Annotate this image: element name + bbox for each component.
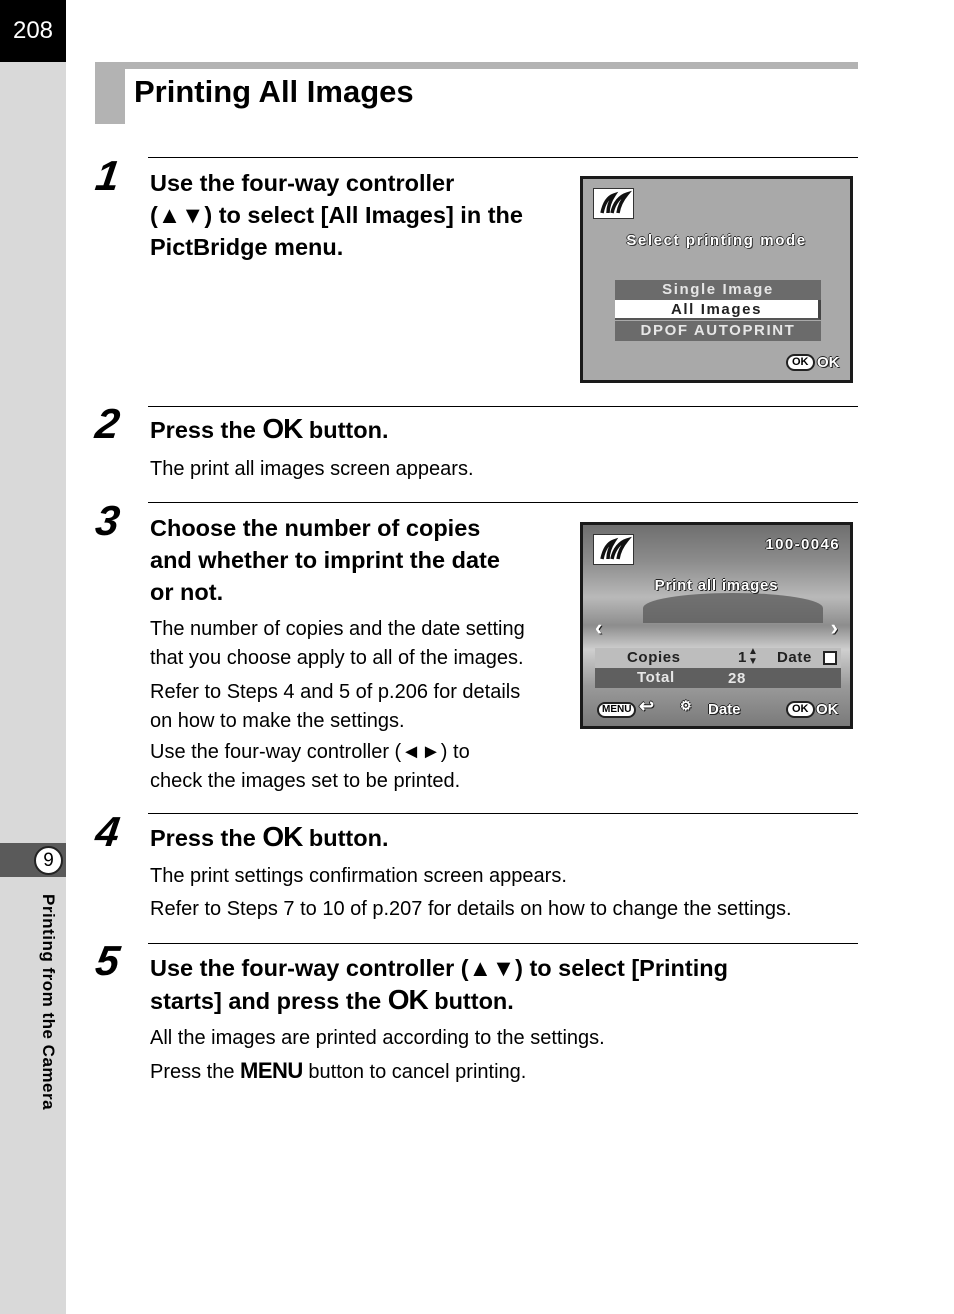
body-text: button to cancel printing.	[308, 1061, 527, 1083]
body-line: check the images set to be printed.	[150, 769, 461, 792]
screen-title: Select printing mode	[626, 232, 807, 249]
beach-photo-background	[643, 593, 823, 623]
ok-button-badge[interactable]: OK	[786, 354, 815, 371]
step-3-paragraph	[150, 738, 470, 795]
step-3-paragraph	[150, 678, 520, 735]
step-divider	[148, 943, 858, 944]
page-number: 208	[0, 0, 66, 62]
menu-button-icon: MENU	[240, 1058, 303, 1083]
dial-icon: ⚙	[680, 698, 692, 713]
step-number: 2	[92, 400, 123, 447]
heading-text: button.	[434, 988, 514, 1014]
step-number: 3	[92, 497, 123, 544]
body-line: that you choose apply to all of the images.	[150, 646, 524, 669]
step-divider	[148, 406, 858, 407]
side-margin	[0, 0, 66, 1314]
total-label: Total	[637, 669, 675, 686]
body-line: Use the four-way controller (◄►) to	[150, 741, 470, 763]
arrow-left-icon[interactable]: ‹	[595, 615, 603, 640]
camera-screen-print-mode	[580, 176, 853, 383]
copies-value[interactable]: 1	[738, 649, 747, 666]
option-all-images[interactable]: All Images	[615, 300, 821, 320]
date-footer-label: Date	[708, 701, 741, 718]
body-line: on how to make the settings.	[150, 709, 405, 732]
step-number: 1	[92, 152, 123, 199]
body-line: The number of copies and the date setting	[150, 618, 525, 640]
ok-button-badge[interactable]: OK	[786, 701, 815, 718]
step-2-heading	[150, 413, 388, 446]
chapter-number: 9	[34, 846, 63, 875]
ok-button-icon: OK	[262, 821, 303, 852]
heading-line	[150, 984, 728, 1017]
heading-text: button.	[308, 825, 389, 851]
step-4-body: The print settings confirmation screen appears.	[150, 865, 567, 887]
heading-line: (▲▼) to select [All Images] in the	[150, 202, 523, 228]
ok-button-icon: OK	[262, 413, 303, 444]
file-number: 100-0046	[765, 536, 840, 553]
step-1-heading	[150, 167, 523, 263]
step-number: 5	[92, 937, 123, 984]
step-5-heading	[150, 952, 728, 1017]
print-settings-panel	[595, 648, 841, 688]
heading-line: and whether to imprint the date	[150, 547, 500, 573]
step-5-body	[150, 1057, 526, 1087]
title-accent	[95, 62, 125, 124]
step-4-heading	[150, 821, 388, 854]
heading-line: Use the four-way controller (▲▼) to select [Printing	[150, 955, 728, 981]
up-down-arrow-icon: ▲ ▼	[748, 646, 759, 667]
body-line: Refer to Steps 4 and 5 of p.206 for details	[150, 681, 521, 703]
date-label: Date	[777, 649, 812, 666]
back-icon: ↩	[639, 696, 655, 716]
page-title: Printing All Images	[134, 74, 414, 109]
step-3-paragraph	[150, 615, 525, 672]
menu-button-badge[interactable]: MENU	[597, 702, 636, 718]
camera-screen-print-all	[580, 522, 853, 729]
heading-line: PictBridge menu.	[150, 234, 344, 260]
pictbridge-icon	[593, 534, 634, 565]
heading-text: Press the	[150, 417, 256, 443]
step-2-body: The print all images screen appears.	[150, 458, 474, 480]
arrow-right-icon[interactable]: ›	[830, 615, 838, 640]
step-number: 4	[92, 808, 123, 855]
heading-text: button.	[308, 417, 389, 443]
step-5-body: All the images are printed according to the settings.	[150, 1027, 605, 1049]
step-divider	[148, 813, 858, 814]
pictbridge-icon	[593, 188, 634, 219]
copies-label: Copies	[627, 649, 681, 666]
date-checkbox[interactable]	[823, 651, 837, 665]
ok-label: OK	[817, 354, 840, 371]
ok-label: OK	[816, 701, 839, 718]
chapter-label: Printing from the Camera	[39, 894, 58, 1111]
option-dpof-autoprint[interactable]: DPOF AUTOPRINT	[615, 321, 821, 341]
total-value: 28	[728, 670, 746, 687]
step-3-heading	[150, 512, 500, 608]
step-divider	[148, 502, 858, 503]
option-single-image[interactable]: Single Image	[615, 280, 821, 300]
body-text: Press the	[150, 1061, 235, 1083]
heading-line: Choose the number of copies	[150, 515, 481, 541]
screen-title: Print all images	[654, 577, 779, 594]
step-divider	[148, 157, 858, 158]
heading-text: starts] and press the	[150, 988, 382, 1014]
title-rule	[95, 62, 858, 69]
heading-line: Use the four-way controller	[150, 170, 455, 196]
heading-line: or not.	[150, 579, 224, 605]
heading-text: Press the	[150, 825, 256, 851]
step-4-body: Refer to Steps 7 to 10 of p.207 for details on how to change the settings.	[150, 898, 792, 920]
ok-button-icon: OK	[387, 984, 428, 1015]
